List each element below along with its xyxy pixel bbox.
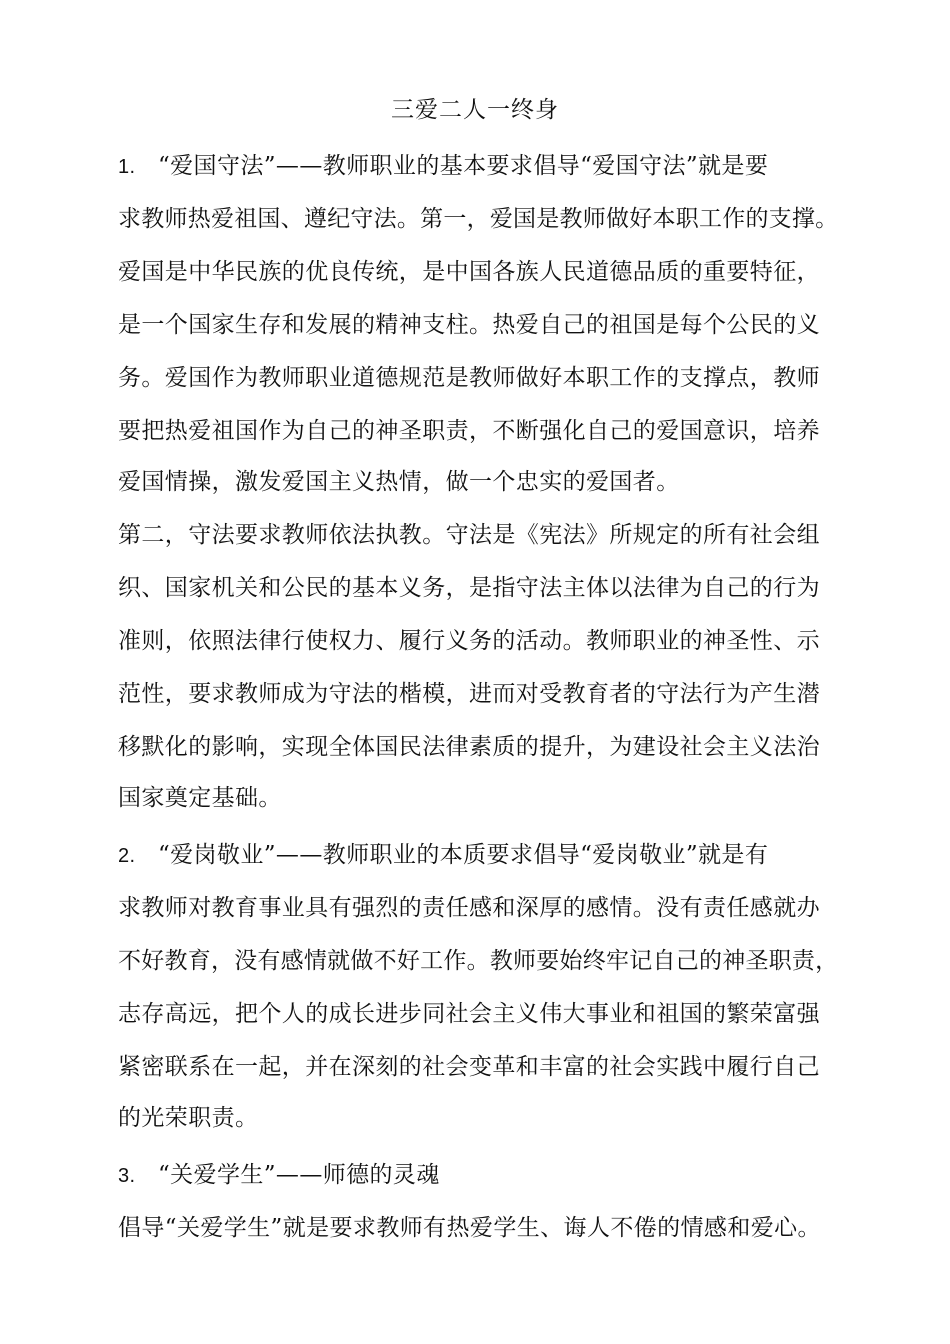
text-line-10: 准则，依照法律行使权力、履行义务的活动。教师职业的神圣性、示 [118, 628, 820, 654]
text-line-18: 紧密联系在一起，并在深刻的社会变革和丰富的社会实践中履行自己 [118, 1054, 820, 1080]
text-line-9: 织、国家机关和公民的基本义务，是指守法主体以法律为自己的行为 [118, 575, 820, 601]
text-line-6: 要把热爱祖国作为自己的神圣职责，不断强化自己的爱国意识，培养 [118, 418, 820, 444]
list-number-2: 2. [118, 845, 136, 867]
text-line-8: 第二，守法要求教师依法执教。守法是《宪法》所规定的所有社会组 [118, 522, 820, 548]
text-line-12: 移默化的影响，实现全体国民法律素质的提升，为建设社会主义法治 [118, 734, 820, 760]
list-number-3: 3. [118, 1165, 136, 1187]
text-line-16: 不好教育，没有感情就做不好工作。教师要始终牢记自己的神圣职责， [118, 948, 839, 974]
line-text: “关爱学生”——师德的灵魂 [158, 1162, 440, 1188]
text-line-15: 求教师对教育事业具有强烈的责任感和深厚的感情。没有责任感就办 [118, 895, 820, 921]
text-line-14 [118, 837, 768, 874]
text-line-19: 的光荣职责。 [118, 1105, 259, 1131]
text-line-20 [118, 1157, 440, 1194]
text-line-3: 爱国是中华民族的优良传统，是中国各族人民道德品质的重要特征， [118, 259, 820, 285]
text-line-13: 国家奠定基础。 [118, 785, 282, 811]
text-line-1 [118, 148, 768, 185]
list-number-1: 1. [118, 156, 136, 178]
text-line-5: 务。爱国作为教师职业道德规范是教师做好本职工作的支撑点，教师 [118, 365, 820, 391]
document-title: 三爱二人一终身 [391, 97, 559, 123]
line-text: “爱岗敬业”——教师职业的本质要求倡导“爱岗敬业”就是有 [158, 842, 769, 868]
text-line-7: 爱国情操，激发爱国主义热情，做一个忠实的爱国者。 [118, 469, 680, 495]
text-line-17: 志存高远，把个人的成长进步同社会主义伟大事业和祖国的繁荣富强 [118, 1001, 820, 1027]
text-line-4: 是一个国家生存和发展的精神支柱。热爱自己的祖国是每个公民的义 [118, 312, 820, 338]
text-line-2: 求教师热爱祖国、遵纪守法。第一，爱国是教师做好本职工作的支撑。 [118, 206, 839, 232]
line-text: “爱国守法”——教师职业的基本要求倡导“爱国守法”就是要 [158, 153, 769, 179]
text-line-11: 范性，要求教师成为守法的楷模，进而对受教育者的守法行为产生潜 [118, 681, 820, 707]
text-line-21: 倡导“关爱学生”就是要求教师有热爱学生、诲人不倦的情感和爱心。 [118, 1215, 821, 1241]
